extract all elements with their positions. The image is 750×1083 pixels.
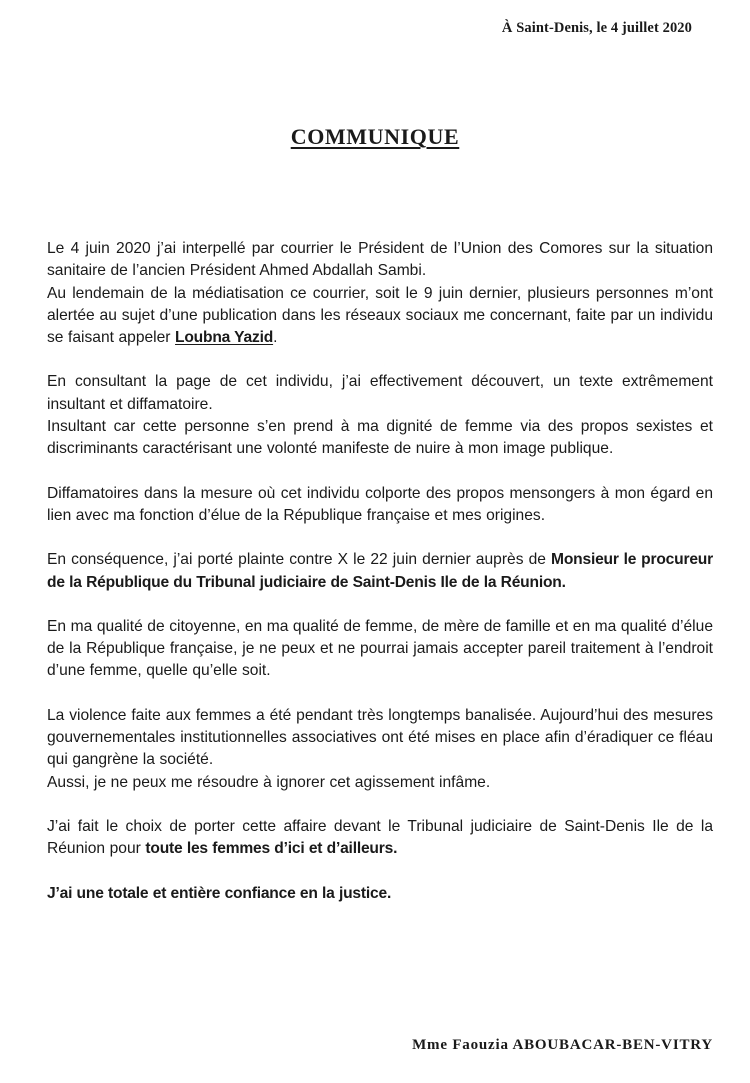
- paragraph-1-text: Au lendemain de la médiatisation ce courrier, soit le 9 juin dernier, plusieurs personnes m’ont alertée au sujet d’une publication dans les réseaux sociaux me concernant, faite par un individu se faisant appeler: [47, 284, 713, 347]
- signature: Mme Faouzia ABOUBACAR-BEN-VITRY: [412, 1037, 713, 1053]
- paragraph-6: [47, 705, 713, 794]
- paragraph-2-sentence-1: En consultant la page de cet individu, j’ai effectivement découvert, un texte extrêmement insultant et diffamatoire.: [47, 373, 713, 413]
- paragraph-1-sentence-1: Le 4 juin 2020 j’ai interpellé par courrier le Président de l’Union des Comores sur la situation sanitaire de l’ancien Président Ahmed Abdallah Sambi.: [47, 240, 713, 280]
- paragraph-7: [47, 816, 713, 861]
- document-title: [0, 124, 750, 150]
- paragraph-8: J’ai une totale et entière confiance en la justice.: [47, 884, 392, 902]
- paragraph-1-end: .: [273, 329, 278, 347]
- paragraph-6-sentence-1: La violence faite aux femmes a été pendant très longtemps banalisée. Aujourd’hui des mesures gouvernementales institutionnelles associatives ont été mises en place afin d’éradiquer ce fléau qui gangrène la société.: [47, 706, 713, 769]
- communique-body: [47, 238, 713, 927]
- paragraph-3: Diffamatoires dans la mesure où cet individu colporte des propos mensongers à mon égard en lien avec ma fonction d’élue de la République française et mes origines.: [47, 484, 713, 524]
- paragraph-1-sentence-2: [47, 283, 713, 350]
- paragraph-5: En ma qualité de citoyenne, en ma qualité de femme, de mère de famille et en ma qualité d’élue de la République française, je ne peux et ne pourrai jamais accepter pareil traitement à l’endroit d’une femme, quelle qu’elle soit.: [47, 617, 713, 680]
- paragraph-7-bold: toute les femmes d’ici et d’ailleurs.: [145, 840, 398, 858]
- place-date: À Saint-Denis, le 4 juillet 2020: [501, 20, 692, 36]
- paragraph-2: [47, 371, 713, 460]
- paragraph-7-text: J’ai fait le choix de porter cette affaire devant le Tribunal judiciaire de Saint-Denis Ile de la Réunion pour: [47, 817, 713, 858]
- paragraph-6-sentence-2: Aussi, je ne peux me résoudre à ignorer cet agissement infâme.: [47, 773, 491, 791]
- paragraph-4: [47, 549, 713, 594]
- paragraph-2-sentence-2: Insultant car cette personne s’en prend à ma dignité de femme via des propos sexistes et discriminants caractérisant une volonté manifeste de nuire à mon image publique.: [47, 418, 713, 458]
- paragraph-1: [47, 238, 713, 349]
- paragraph-4-bold: Monsieur le procureur de la République du Tribunal judiciaire de Saint-Denis Ile de la Réunion.: [47, 551, 713, 591]
- paragraph-4-text: En conséquence, j’ai porté plainte contre X le 22 juin dernier auprès de: [47, 551, 552, 569]
- named-individual: Loubna Yazid: [175, 329, 274, 347]
- title-text: COMMUNIQUE: [290, 124, 460, 149]
